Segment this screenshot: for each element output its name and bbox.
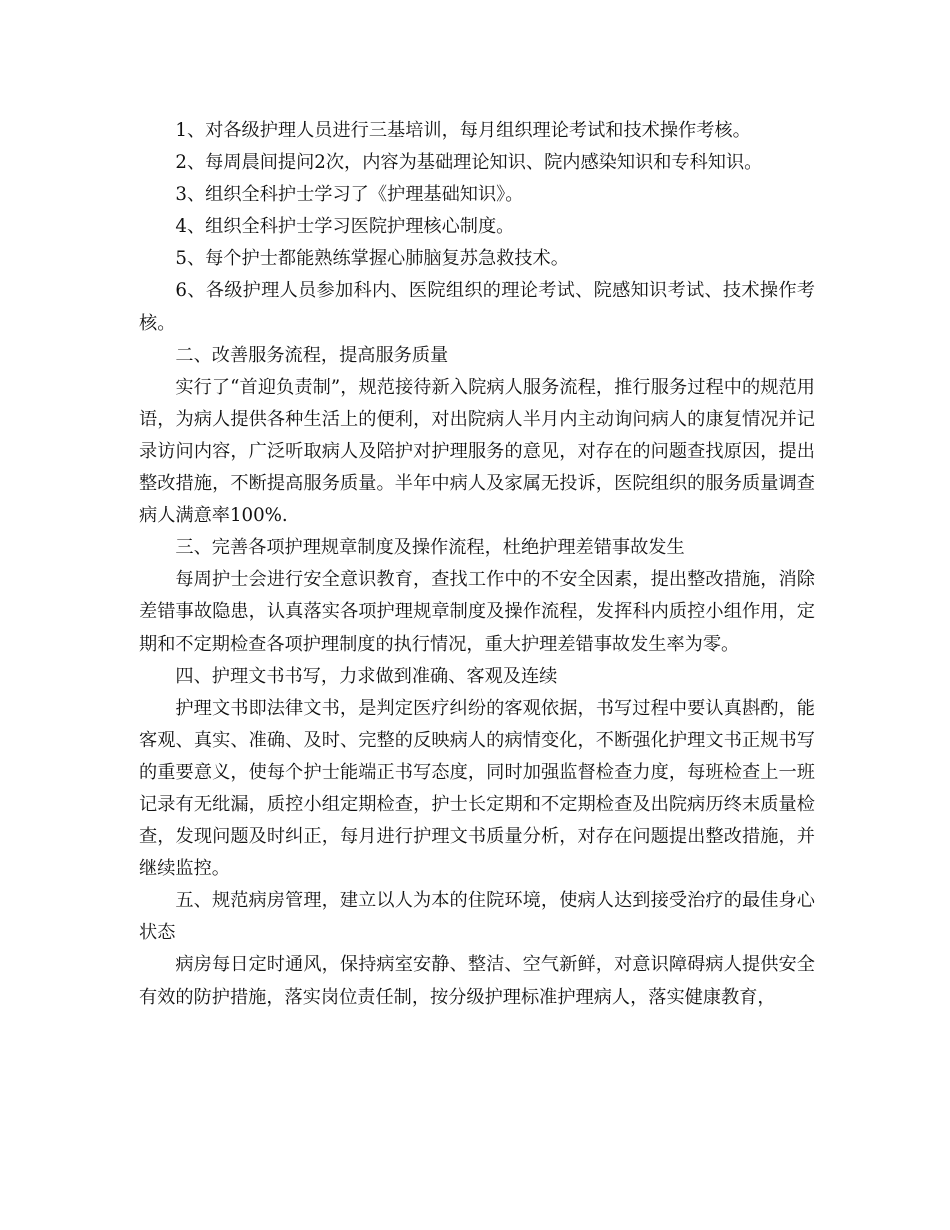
document-body xyxy=(139,115,815,1014)
section-heading-safety: 三、完善各项护理规章制度及操作流程，杜绝护理差错事故发生 xyxy=(175,537,685,559)
paragraph-item-2: 2、每周晨间提问2次，内容为基础理论知识、院内感染知识和专科知识。 xyxy=(175,152,763,174)
paragraph-item-5: 5、每个护士都能熟练掌握心肺脑复苏急救技术。 xyxy=(175,248,569,270)
paragraph-documentation: 护理文书即法律文书，是判定医疗纠纷的客观依据，书写过程中要认真斟酌，能客观、真实、准确、及时、完整的反映病人的病情变化，不断强化护理文书正规书写的重要意义，使每个护士能端正书写态度，同时加强监督检查力度，每班检查上一班记录有无纰漏，质控小组定期检查，护士长定期和不定期检查及出院病历终末质量检查，发现问题及时纠正，每月进行护理文书质量分析，对存在问题提出整改措施，并继续监控。 xyxy=(139,697,815,880)
paragraph-item-3: 3、组织全科护士学习了《护理基础知识》。 xyxy=(175,184,524,206)
paragraph-safety: 每周护士会进行安全意识教育，查找工作中的不安全因素，提出整改措施，消除差错事故隐患，认真落实各项护理规章制度及操作流程，发挥科内质控小组作用，定期和不定期检查各项护理制度的执行情况，重大护理差错事故发生率为零。 xyxy=(139,569,815,655)
paragraph-item-6: 6、各级护理人员参加科内、医院组织的理论考试、院感知识考试、技术操作考核。 xyxy=(139,280,815,334)
section-heading-service: 二、改善服务流程，提高服务质量 xyxy=(175,344,449,366)
section-heading-documentation: 四、护理文书书写，力求做到准确、客观及连续 xyxy=(175,665,558,687)
paragraph-item-1: 1、对各级护理人员进行三基培训，每月组织理论考试和技术操作考核。 xyxy=(175,120,751,141)
paragraph-ward: 病房每日定时通风，保持病室安静、整洁、空气新鲜，对意识障碍病人提供安全有效的防护措施，落实岗位责任制，按分级护理标准护理病人，落实健康教育， xyxy=(139,954,815,1008)
paragraph-item-4: 4、组织全科护士学习医院护理核心制度。 xyxy=(175,216,515,238)
paragraph-service: 实行了“首迎负责制”，规范接待新入院病人服务流程，推行服务过程中的规范用语，为病人提供各种生活上的便利，对出院病人半月内主动询问病人的康复情况并记录访问内容，广泛听取病人及陪护对护理服务的意见，对存在的问题查找原因，提出整改措施，不断提高服务质量。半年中病人及家属无投诉，医院组织的服务质量调查病人满意率100%. xyxy=(139,376,815,527)
section-heading-ward: 五、规范病房管理，建立以人为本的住院环境，使病人达到接受治疗的最佳身心状态 xyxy=(139,890,815,944)
